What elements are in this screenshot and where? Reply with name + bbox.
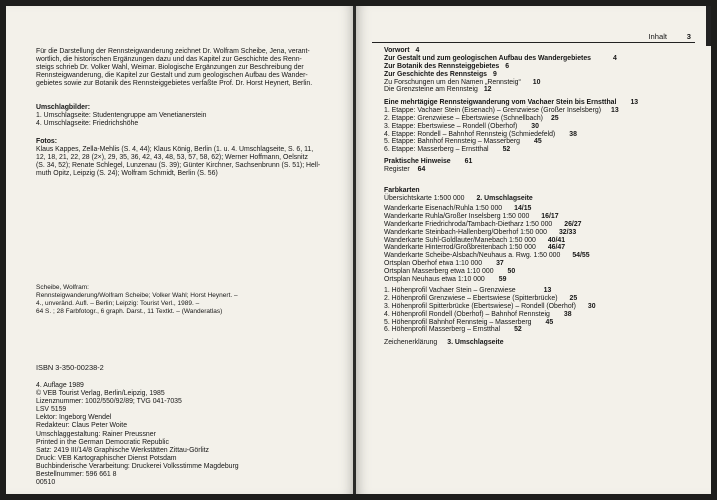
- toc-entry: 6. Höhenprofil Masserberg – Ernstthal 52: [384, 326, 522, 334]
- toc-legend: [384, 339, 696, 347]
- toc-entry: Zeichenerklärung 3. Umschlagseite: [384, 339, 504, 346]
- text-line: Lektor: Ingeborg Wendel: [36, 414, 112, 422]
- text-line: (S. 34, 52); Renate Schlegel, Lunzenau (S. 39); Günter Kirchner, Sachsenbrunn (S. 51); Hell-: [36, 162, 321, 170]
- toc-entry: Wanderkarte Friedrichroda/Tambach-Dietharz 1:50 000 26/27: [384, 220, 582, 228]
- toc-entry: Zur Botanik des Rennsteiggebietes 6: [384, 62, 510, 70]
- toc-entry: Übersichtskarte 1:500 000 2. Umschlagseite: [384, 194, 533, 202]
- toc-hiking-maps: [384, 205, 696, 260]
- text-line: © VEB Tourist Verlag, Berlin/Leipzig, 1985: [36, 390, 165, 398]
- toc-entry: Zur Gestalt und zum geologischen Aufbau des Wandergebietes 4: [384, 54, 617, 62]
- toc-entry: Ortsplan Masserberg etwa 1:10 000 50: [384, 267, 516, 275]
- toc-entry: 5. Höhenprofil Bahnhof Rennsteig – Masserberg 45: [384, 318, 554, 326]
- toc-entry: Ortsplan Oberhof etwa 1:10 000 37: [384, 260, 504, 267]
- toc-entry: Praktische Hinweise 61: [384, 158, 473, 165]
- toc-entry: Wanderkarte Scheibe-Alsbach/Neuhaus a. Rwg. 1:50 000 54/55: [384, 252, 590, 260]
- text-line: 00510: [36, 479, 56, 487]
- left-page: [6, 6, 354, 494]
- text-line: 4. Umschlagseite: Friedrichshöhe: [36, 120, 139, 128]
- toc-entry: Wanderkarte Hinterrod/Großbreitenbach 1:50 000 46/47: [384, 244, 566, 252]
- right-page: [356, 6, 711, 494]
- toc-entry: Zur Geschichte des Rennsteigs 9: [384, 70, 497, 78]
- toc-entry: Register 64: [384, 165, 426, 173]
- text-line: 1. Umschlagseite: Studentengruppe am Venetianerstein: [36, 112, 207, 120]
- colophon: [36, 382, 342, 487]
- text-line: Rennsteigwanderung, die Kapitel zur Gestalt und zum geologischen Aufbau des Wander-: [36, 72, 308, 80]
- photo-credits-heading: Fotos:: [36, 138, 58, 145]
- cover-images-heading: Umschlagbilder:: [36, 104, 90, 111]
- toc-entry: Vorwort 4: [384, 47, 420, 54]
- text-line: Bestellnummer: 596 661 8: [36, 471, 117, 479]
- toc-entry: 6. Etappe: Masserberg – Ernstthal 52: [384, 146, 511, 154]
- toc-entry: Die Grenzsteine am Rennsteig 12: [384, 86, 492, 94]
- toc-entry: 4. Etappe: Rondell – Bahnhof Rennsteig (Schmiedefeld) 38: [384, 130, 577, 138]
- text-line: Druck: VEB Kartographischer Dienst Potsdam: [36, 454, 177, 462]
- toc-elevation-profiles: [384, 287, 696, 334]
- text-line: Satz: 2419 III/14/8 Graphische Werkstätten Zittau-Görlitz: [36, 446, 209, 454]
- text-line: Redakteur: Claus Peter Woite: [36, 422, 128, 430]
- text-line: 12, 18, 21, 22, 28 (2×), 29, 35, 36, 42, 43, 48, 53, 57, 58, 62); Werner Hoffmann, Oelsnitz: [36, 154, 308, 162]
- toc-entry: Wanderkarte Ruhla/Großer Inselsberg 1:50 000 16/17: [384, 212, 559, 220]
- text-line: Buchbinderische Verarbeitung: Druckerei Volksstimme Magdeburg: [36, 462, 239, 470]
- toc-section-practical: [384, 158, 696, 174]
- toc-entry: 3. Höhenprofil Spitterbrücke (Ebertswiese) – Rondell (Oberhof) 30: [384, 302, 596, 310]
- isbn: ISBN 3-350-00238-2: [36, 363, 104, 372]
- text-line: Lizenznummer: 1002/550/92/89; TVG 041-7035: [36, 398, 182, 406]
- toc-entry: 5. Etappe: Bahnhof Rennsteig – Masserberg 45: [384, 138, 542, 146]
- toc-section-intro: [384, 47, 696, 94]
- text-line: Klaus Kappes, Zella-Mehlis (S. 4, 44); Klaus König, Berlin (1. u. 4. Umschlagseite, S. 6, 11,: [36, 146, 314, 154]
- toc-entry: Wanderkarte Eisenach/Ruhla 1:50 000 14/15: [384, 205, 532, 212]
- text-line: Printed in the German Democratic Republic: [36, 438, 169, 446]
- toc-section-maps: [384, 187, 696, 203]
- toc-entry: 3. Etappe: Ebertswiese – Rondell (Oberhof) 30: [384, 122, 539, 130]
- text-line: muth Opitz, Leipzig (S. 24); Wolfram Schmidt, Berlin (S. 56): [36, 170, 218, 178]
- cover-images-section: [36, 104, 342, 128]
- toc-town-maps: [384, 260, 696, 284]
- text-line: Umschlaggestaltung: Rainer Preussner: [36, 430, 156, 438]
- text-line: Für die Darstellung der Rennsteigwanderung zeichnet Dr. Wolfram Scheibe, Jena, verant-: [36, 48, 310, 55]
- toc-entry: Ortsplan Neuhaus etwa 1:10 000 59: [384, 275, 507, 283]
- toc-entry: Eine mehrtägige Rennsteigwanderung vom Vachaer Stein bis Ernstthal 13: [384, 99, 639, 106]
- authors-note: [36, 48, 342, 88]
- text-line: LSV 5159: [36, 406, 67, 414]
- toc-entry: Wanderkarte Steinbach-Hallenberg/Oberhof 1:50 000 32/33: [384, 228, 577, 236]
- text-line: Scheibe, Wolfram:: [36, 284, 89, 291]
- toc-entry: 4. Höhenprofil Rondell (Oberhof) – Bahnhof Rennsteig 38: [384, 310, 572, 318]
- text-line: steigs schrieb Dr. Volker Wahl, Weimar. Biologische Ergänzungen zur Beschreibung der: [36, 64, 304, 72]
- toc-entry: Wanderkarte Suhl-Goldlauter/Manebach 1:50 000 40/41: [384, 236, 566, 244]
- text-line: gebietes sowie zur Botanik des Rennsteiggebietes verfaßte Prof. Dr. Horst Heynert, Berlin.: [36, 80, 313, 88]
- toc-entry: Zu Forschungen um den Namen „Rennsteig“ 10: [384, 78, 541, 86]
- toc-section-hike: [384, 99, 696, 154]
- text-line: 64 S. ; 28 Farbfotogr., 6 graph. Darst., 11 Textkt. – (Wanderatlas): [36, 307, 223, 315]
- text-line: 4. Auflage 1989: [36, 382, 84, 389]
- toc-entry: 1. Höhenprofil Vachaer Stein – Grenzwiese 13: [384, 287, 552, 294]
- text-line: Rennsteigwanderung/Wolfram Scheibe; Volker Wahl; Horst Heynert. –: [36, 291, 238, 299]
- text-line: wortlich, die historischen Ergänzungen dazu und das Kapitel zur Geschichte des Renn-: [36, 56, 302, 64]
- text-line: 4., unveränd. Aufl. – Berlin; Leipzig: Tourist Verl., 1989. –: [36, 299, 200, 307]
- toc-entry: 1. Etappe: Vachaer Stein (Eisenach) – Grenzwiese (Großer Inselsberg) 13: [384, 106, 619, 114]
- page-header-title: Inhalt: [648, 32, 667, 41]
- toc-entry: 2. Etappe: Grenzwiese – Ebertswiese (Schnellbach) 25: [384, 114, 559, 122]
- maps-heading: Farbkarten: [384, 187, 420, 194]
- photo-credits-section: [36, 138, 342, 178]
- header-tab-mark: [706, 6, 711, 46]
- toc-entry: 2. Höhenprofil Grenzwiese – Ebertswiese (Spitterbrücke) 25: [384, 294, 578, 302]
- page-number: 3: [686, 32, 691, 41]
- header-rule: [372, 42, 695, 43]
- catalog-entry: [36, 284, 342, 316]
